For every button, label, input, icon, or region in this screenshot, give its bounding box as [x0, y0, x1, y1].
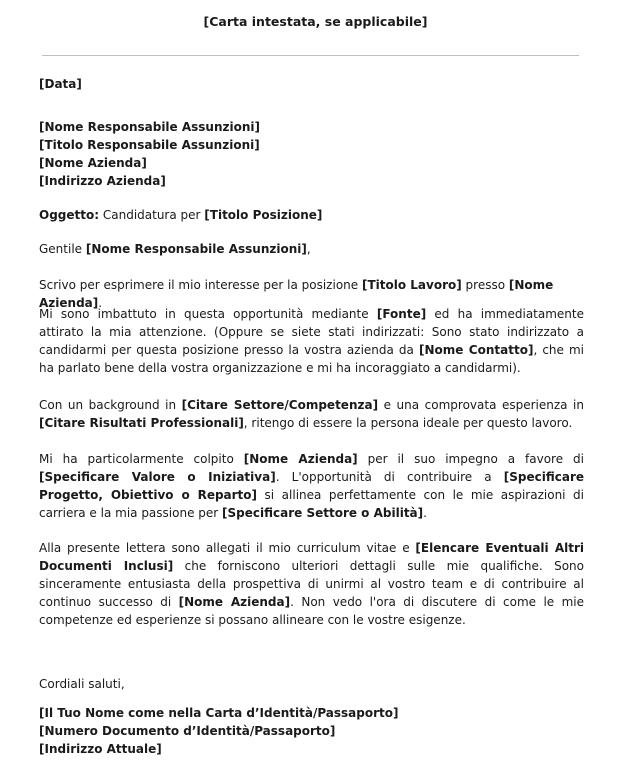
- salutation-name: [Nome Responsabile Assunzioni]: [85, 242, 307, 256]
- letterhead: [Carta intestata, se applicabile]: [203, 14, 428, 29]
- signature-block: [39, 704, 584, 758]
- signature-name: [Il Tuo Nome come nella Carta d’Identità/Passaporto]: [39, 706, 399, 720]
- p3-placeholder-1: [Citare Settore/Competenza]: [181, 398, 379, 412]
- p5-placeholder-1: [Elencare Eventuali Altri Documenti Inclusi]: [39, 541, 584, 573]
- p3-placeholder-2: [Citare Risultati Professionali]: [39, 416, 244, 430]
- salutation: [39, 240, 584, 258]
- subject-label: Oggetto:: [39, 208, 100, 222]
- p4-placeholder-3: [Specificare Progetto, Obiettivo o Reparto]: [39, 470, 585, 502]
- paragraph-5: [39, 539, 584, 629]
- p5-placeholder-2: [Nome Azienda]: [178, 595, 291, 609]
- recipient-address: [Indirizzo Azienda]: [39, 174, 166, 188]
- signature-address: [Indirizzo Attuale]: [39, 742, 162, 756]
- signature-doc-number: [Numero Documento d’Identità/Passaporto]: [39, 724, 336, 738]
- p1-text-3: .: [98, 296, 103, 310]
- p4-text-4: si allinea perfettamente con le mie aspirazioni di carriera e la mia passione per: [39, 488, 584, 520]
- p3-text-3: , ritengo di essere la persona ideale per questo lavoro.: [243, 416, 573, 430]
- recipient-title: [Titolo Responsabile Assunzioni]: [39, 138, 260, 152]
- p1-placeholder-1: [Titolo Lavoro]: [361, 278, 462, 292]
- paragraph-2: [39, 305, 584, 377]
- p4-text-5: .: [423, 506, 427, 520]
- p2-text-3: , che mi ha parlato bene della vostra organizzazione e mi ha incoraggiato a candidarmi).: [39, 343, 585, 375]
- salutation-end: ,: [306, 242, 311, 256]
- p4-text-1: Mi ha particolarmente colpito: [39, 452, 244, 466]
- paragraph-4: [39, 450, 584, 522]
- recipient-company: [Nome Azienda]: [39, 156, 147, 170]
- p1-text-2: presso: [461, 278, 509, 292]
- paragraph-3: [39, 396, 584, 432]
- p2-text-2: ed ha immediatamente attirato la mia attenzione. (Oppure se siete stati indirizzati: Sono stato indirizzato a candidarmi per questa posizione presso la vostra azienda da: [39, 307, 584, 357]
- p2-placeholder-1: [Fonte]: [376, 307, 427, 321]
- p4-placeholder-4: [Specificare Settore o Abilità]: [222, 506, 424, 520]
- recipient-name: [Nome Responsabile Assunzioni]: [39, 120, 261, 134]
- date: [Data]: [39, 77, 82, 91]
- divider: [42, 55, 579, 56]
- p4-placeholder-2: [Specificare Valore o Iniziativa]: [39, 470, 276, 484]
- p3-text-1: Con un background in: [39, 398, 182, 412]
- p2-text-1: Mi sono imbattuto in questa opportunità mediante: [39, 307, 377, 321]
- subject-position: [Titolo Posizione]: [204, 208, 323, 222]
- p4-placeholder-1: [Nome Azienda]: [243, 452, 358, 466]
- p1-text-1: Scrivo per esprimere il mio interesse per la posizione: [39, 278, 362, 292]
- p4-text-2: per il suo impegno a favore di: [357, 452, 584, 466]
- p5-text-2: che forniscono ulteriori dettagli sulle mie qualifiche. Sono sinceramente entusiasta della prospettiva di unirmi al vostro team e di contribuire al continuo successo di: [39, 559, 584, 609]
- subject-line: [39, 206, 584, 224]
- p5-text-1: Alla presente lettera sono allegati il mio curriculum vitae e: [39, 541, 416, 555]
- p1-placeholder-2: [Nome Azienda]: [39, 278, 554, 310]
- p4-text-3: . L'opportunità di contribuire a: [275, 470, 504, 484]
- p2-placeholder-2: [Nome Contatto]: [418, 343, 534, 357]
- closing: Cordiali saluti,: [39, 677, 125, 691]
- subject-text: Candidatura per: [99, 208, 205, 222]
- p5-text-3: . Non vedo l'ora di discutere di come le mie competenze ed esperienze si possano allineare con le vostre esigenze.: [39, 595, 584, 627]
- p3-text-2: e una comprovata esperienza in: [378, 398, 584, 412]
- salutation-text: Gentile: [39, 242, 86, 256]
- recipient-block: [39, 118, 584, 190]
